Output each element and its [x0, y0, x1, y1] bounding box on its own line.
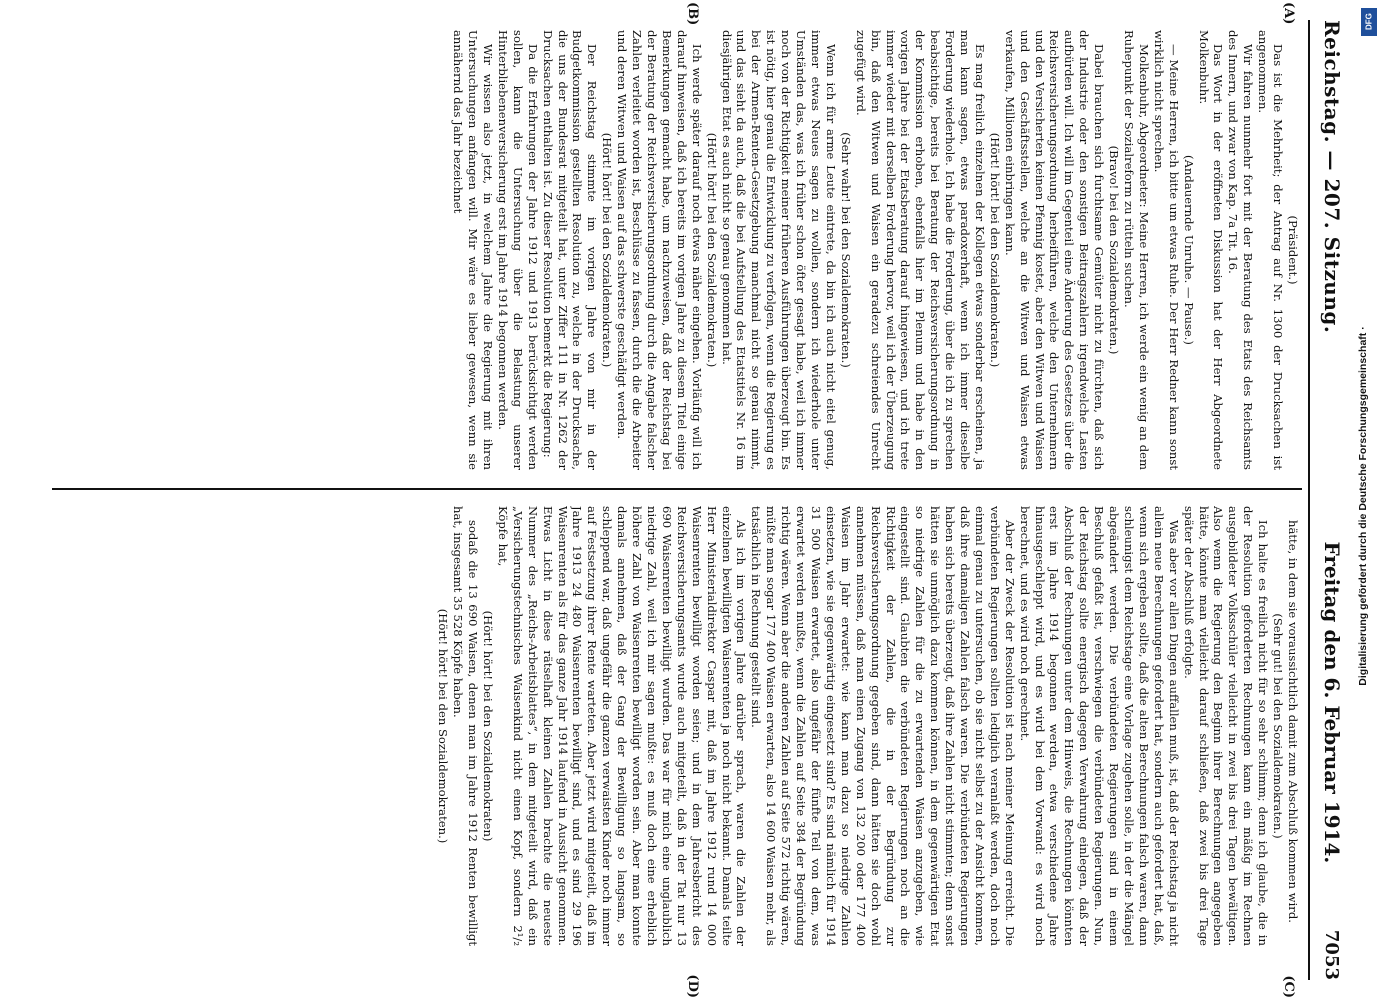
paragraph: Dabei brauchen sich furchtsame Gemüter nicht zu fürchten, daß sich der Industrie oder den sonstigen Beitragszahlern irgendwelche Lasten aufbürden will. Ich will im Gegenteil eine Änderung des Gesetzes über die Reichsversicherungsordnung herbeiführen, welche den Unternehmern und den Versicherten keinen Pfennig kostet, aber den Witwen und Waisen und den Geschäftsstellen, welche an die Witwen und Waisen etwas verkaufen, Millionen einbringen kann.: [1002, 30, 1107, 470]
marker-d: (D): [685, 974, 700, 998]
header-page-number: 7053: [1321, 929, 1343, 981]
marker-c: (C): [1281, 975, 1296, 998]
paragraph: Was aber vor allen Dingen auffallen muß, ist, daß der Reichstag ja nicht allein neue Berechnungen gefordert hat, sondern auch gefordert hat, daß, wenn sich ergeben sollte, daß die alten Berechnungen falsch waren, dann schleunigst dem Reichstage eine Vorlage zugehen solle, in der die Mängel abgeändert werden. Die verbündeten Regierungen sind in einem Beschluß gefaßt ist, verschwiegen die verbündeten Regierungen. Nun, der Reichstag sollte energisch dagegen Verwahrung einlegen, daß der Abschluß der Rechnungen unter dem Hinweis, die Rechnungen könnten erst im Jahre 1914 begonnen werden, etwa verschiedene Jahre hinausgeschleppt wird, und es wird bei dem Vorwand: es wird noch berechnet, und es wird noch gerechnet.: [1017, 506, 1181, 946]
paragraph: (Hört! hört! bei den Sozialdemokraten.): [987, 132, 1002, 368]
paragraph: — Meine Herren, ich bitte um etwas Ruhe. Der Herr Redner kann sonst wirklich nicht sprechen.: [1151, 30, 1181, 470]
paragraph: sodaß die 13 690 Waisen, denen man im Jahre 1912 Renten bewilligt hat, insgesamt 35 528 Köpfe haben.: [451, 506, 481, 946]
paragraph: Molkenbuhr, Abgeordneter: Meine Herren, ich werde ein wenig an dem Ruhepunkt der Sozialreform zu rütteln suchen.: [1122, 30, 1151, 470]
marker-b: (B): [685, 2, 700, 26]
paragraph: Der Reichstag stimmte im vorigen Jahre von mir in der Budgetkommission gestellten Resolution zu, welche in der Drucksache, die uns der Bundesrat mitgeteilt hat, unter Ziffer 111 in Nr. 1262 der Drucksachen enthalten ist. Zu dieser Resolution bemerkt die Regierung:: [540, 30, 600, 470]
paragraph: Da die Erfahrungen der Jahre 1912 und 1913 berücksichtigt werden sollen, kann die Untersuchung über die Belastung unserer Hinterbliebenenversicherung erst im Jahre 1914 begonnen werden.: [495, 30, 540, 470]
paragraph: (Hört! hört! bei den Sozialdemokraten.): [600, 132, 615, 368]
header-date: Freitag den 6. Februar 1914.: [1320, 541, 1344, 864]
paragraph: Das Wort in der eröffneten Diskussion hat der Herr Abgeordnete Molkenbuhr.: [1196, 30, 1226, 470]
marker-a: (A): [1281, 2, 1296, 25]
scanned-page: [32, 0, 1360, 1000]
digitization-note: Digitalisierung gefördert durch die Deutsche Forschungsgemeinschaft ·: [1357, 326, 1369, 686]
paragraph: Es mag freilich einzelnen der Kollegen etwas sonderbar erscheinen, ja man kann sagen, etwas paradoxerhaft, wenn ich immer dieselbe Forderung wiederhole. Ich habe die Forderung, über die ich zu sprechen beabsichtige, bereits bei Beratung der Reichsversicherungsordnung in der Kommission erhoben, ebenfalls hier im Plenum und habe in den vorigen Jahre bei der Etatsberatung darauf hingewiesen, und ich trete immer wieder mit derselben Forderung hervor, weil ich der Überzeugung bin, daß den Witwen und Waisen ein geradezu schreiendes Unrecht zugefügt wird.: [853, 30, 987, 470]
header-session: Reichstag. — 207. Sitzung.: [1320, 20, 1344, 334]
side-strip: [1349, 0, 1383, 1000]
paragraph: (Bravo! bei den Sozialdemokraten.): [1107, 145, 1122, 355]
paragraph: (Hört! hört! bei den Sozialdemokraten.): [436, 608, 451, 844]
paragraph: (Andauernde Unruhe. — Pause.): [1181, 155, 1196, 345]
paragraph: Wir wissen also jetzt, in welchem Jahre die Regierung mit ihren Untersuchungen anfangen will. Mir wäre es lieber gewesen, wenn sie annähernd das Jahr bezeichnet: [451, 30, 496, 470]
paragraph: Wir fahren nunmehr fort mit der Beratung des Etats des Reichsamts des Innern, und zwar von Kap. 7a Tit. 16.: [1226, 30, 1256, 470]
paragraph: Aber der Zweck der Resolution ist nach meiner Meinung erreicht. Die verbündeten Regierungen sollten lediglich veranlaßt werden, doch noch einmal genau zu untersuchen, ob sie nicht selbst zu der Ansicht kommen, daß ihre damaligen Zahlen falsch waren. Die verbündeten Regierungen haben sich bereits überzeugt, daß ihre Zahlen nicht stimmten; denn sonst hätten sie unmöglich dazu kommen können, in dem gegenwärtigen Etat so niedrige Zahlen für die zu erwartenden Waisen anzugeben, wie eingestellt sind. Glaubten die verbündeten Regierungen noch an die Richtigkeit der Zahlen, die in der Begründung zur Reichsversicherungsordnung gegeben sind, dann hätten sie doch wohl annehmen müssen, daß man einen Zugang von 132 200 oder 177 400 Waisen im Jahr erwartet: wie kann man dazu so niedrige Zahlen einsetzen, wie sie gegenwärtig eingesetzt sind? Es sind nämlich für 1914 31 500 Waisen erwartet, also ungefähr der fünfte Teil von dem, was erwartet werden mußte, wenn die Zahlen auf Seite 384 der Begründung richtig wären. Wenn aber die anderen Zahlen auf Seite 572 richtig wären, müßte man sogar 177 400 Waisen erwarten, also 14 600 Waisen mehr, als tatsächlich in Rechnung gestellt sind.: [749, 506, 1017, 946]
right-column: [52, 506, 1300, 946]
paragraph: Ich werde später darauf noch etwas näher eingehen. Vorläufig will ich darauf hinweisen, daß ich bereits im vorigen Jahre zu diesem Titel einige Bemerkungen gemacht habe, um nachzuweisen, daß der Reichstag bei der Beratung der Reichsversicherungsordnung durch die Angabe falscher Zahlen verleitet worden ist, Beschlüsse zu fassen, durch die die Arbeiter und deren Witwen und Waisen auf das schwerste geschädigt werden.: [615, 30, 704, 470]
column-divider: [52, 488, 1302, 490]
page-header: [1308, 20, 1354, 980]
dfg-logo: DFG: [1361, 8, 1377, 36]
paragraph: (Präsident.): [1286, 215, 1300, 285]
paragraph: Wenn ich für arme Leute eintrete, da bin ich auch nicht eitel genug, immer etwas Neues sagen zu wollen, sondern ich wiederhole unter Umständen das, was ich früher schon öfter gesagt habe, weil ich immer noch von der Richtigkeit meiner früheren Ausführungen überzeugt bin. Es ist nötig, hier genau die Entwicklung zu verfolgen, wenn die Regierung es bei der Armen-Renten-Gesetzgebung manchmal nicht so genau nimmt, und das sieht da auch, daß die bei Aufstellung des Etatstitels Nr. 16 im diesjährigen Etat es auch nicht so genau genommen hat.: [719, 30, 838, 470]
paragraph: hätte, in dem sie voraussichtlich damit zum Abschluß kommen wird.: [1286, 520, 1300, 923]
paragraph: (Sehr gut! bei den Sozialdemokraten.): [1271, 613, 1286, 839]
paragraph: (Hört! hört! bei den Sozialdemokraten.): [704, 132, 719, 368]
paragraph: (Hört! hört! bei den Sozialdemokraten): [481, 610, 496, 842]
paragraph: Das ist die Mehrheit; der Antrag auf Nr. 1300 der Drucksachen ist angenommen.: [1256, 30, 1286, 470]
paragraph: Als ich im vorigen Jahre darüber sprach, waren die Zahlen der einzelnen bewilligten Waisenrenten ja noch nicht bekannt. Damals teilte Herr Ministerialdirektor Caspar mit, daß im Jahre 1912 rund 14 000 Waisenrenten bewilligt worden seien; und in dem Jahresbericht des Reichsversicherungsamts wurde auch mitgeteilt, daß in der Tat nur 13 690 Waisenrenten bewilligt wurden. Das war für mich eine unglaublich niedrige Zahl, weil ich mir sagen mußte: es muß doch eine erheblich höhere Zahl von Waisenrenten bewilligt worden sein. Aber man konnte damals annehmen, daß der Gang der Bewilligung so langsam, so schleppend war, daß ungefähr die ganzen verwaisten Kinder noch immer auf Festsetzung ihrer Rente warteten. Aber jetzt wird mitgeteilt, daß im Jahre 1913 24 480 Waisenrenten bewilligt sind, und es sind 29 196 Waisenrenten als für das ganze Jahr 1914 laufend in Aussicht genommen. Etwas Licht in diese rätselhaft kleinen Zahlen brachte die neueste Nummer des „Reichs-Arbeitsblattes“, in dem mitgeteilt wird, daß ein „Versicherungstechnisches Waisenkind nicht einen Kopf, sondern 2¹/₂ Köpfe hat,: [495, 506, 749, 946]
left-column: [52, 30, 1300, 470]
paragraph: (Sehr wahr! bei den Sozialdemokraten.): [838, 132, 853, 368]
paragraph: Ich halte es freilich nicht für so sehr schlimm; denn ich glaube, die in der Resolution geforderten Rechnungen kann ein mäßig im Rechnen ausgebildeter Volksschüler vielleicht in zwei bis drei Tagen bewältigen. Also wenn die Regierung den Beginn ihrer Berechnungen angegeben hätte, könnte man vielleicht darauf schließen, daß zwei bis drei Tage später der Abschluß erfolgte.: [1181, 506, 1271, 946]
